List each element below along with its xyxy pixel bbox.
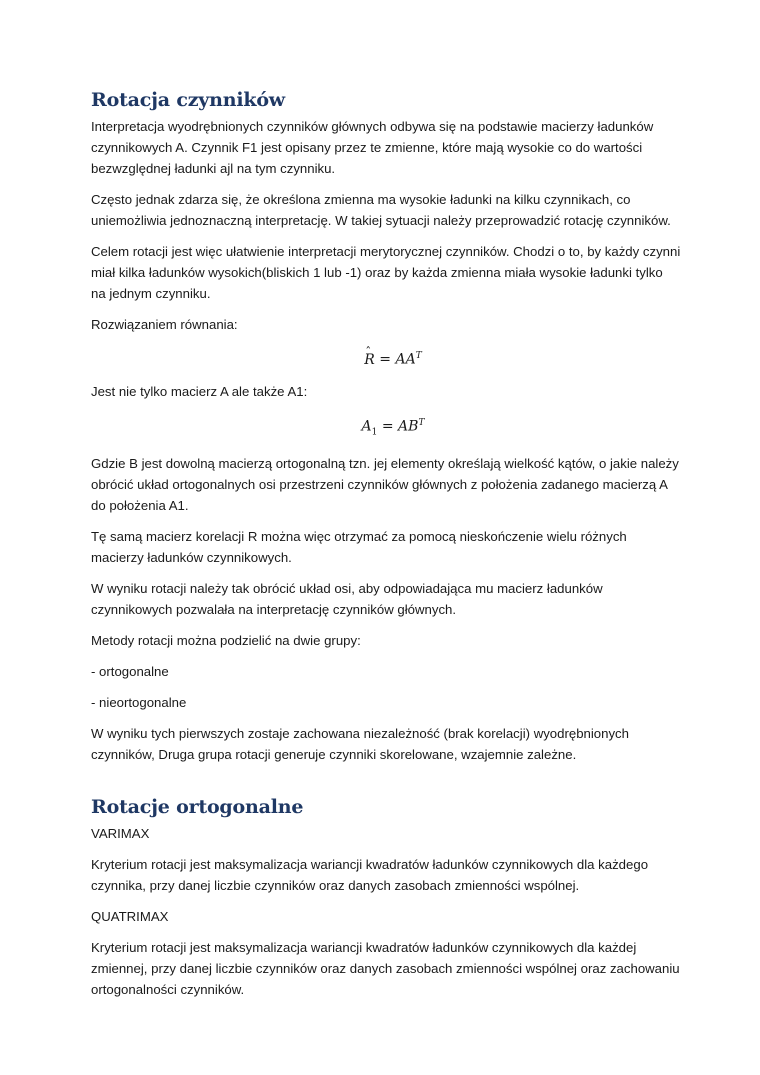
formula-lhs: ˆ R	[364, 349, 375, 371]
paragraph: Kryterium rotacji jest maksymalizacja wariancji kwadratów ładunków czynnikowych dla każdej zmiennej, przy danej liczbie czynników oraz danych zasobach zmienności wspólnej oraz zachowaniu ortogonalności czynników.	[91, 940, 680, 998]
formula-lhs: A	[361, 418, 372, 435]
heading-rotacje-ortogonalne: Rotacje ortogonalne	[91, 796, 304, 819]
paragraph: W wyniku tych pierwszych zostaje zachowana niezależność (brak korelacji) wyodrębnionych czynników, Druga grupa rotacji generuje czynniki skorelowane, wzajemnie zależne.	[91, 726, 629, 763]
paragraph: Interpretacja wyodrębnionych czynników głównych odbywa się na podstawie macierzy ładunków czynnikowych A. Czynnik F1 jest opisany przez te zmienne, które mają wysokie co do wartości bezwzględnej ładunki ajl na tym czynniku.	[91, 119, 654, 176]
subheading-quatrimax: QUATRIMAX	[91, 909, 169, 925]
formula-superscript: T	[415, 351, 422, 361]
formula-equals: =	[377, 418, 399, 435]
subheading-varimax: VARIMAX	[91, 826, 150, 842]
heading-rotacja-czynnikow: Rotacja czynników	[91, 89, 285, 111]
paragraph: Celem rotacji jest więc ułatwienie interpretacji merytorycznej czynników. Chodzi o to, by każdy czynni miał kilka ładunków wysokich(bliskich 1 lub -1) oraz by każda zmienna miała wysokie ładunki tylko na jednym czynniku.	[91, 244, 681, 301]
formula-rhs: AA	[395, 351, 416, 368]
formula-subscript: 1	[371, 427, 378, 438]
document-page	[91, 88, 681, 1010]
paragraph: Metody rotacji można podzielić na dwie grupy:	[91, 633, 361, 649]
paragraph: Tę samą macierz korelacji R można więc otrzymać za pomocą nieskończenie wielu różnych macierzy ładunków czynnikowych.	[91, 529, 627, 566]
paragraph: W wyniku rotacji należy tak obrócić układ osi, aby odpowiadająca mu macierz ładunków czynnikowych pozwalała na interpretację czynników głównych.	[91, 581, 603, 618]
paragraph: Gdzie B jest dowolną macierzą ortogonalną tzn. jej elementy określają wielkość kątów, o jakie należy obrócić układ ortogonalnych osi przestrzeni czynników głównych z położenia zadanego macierzą A do położenia A1.	[91, 456, 679, 514]
formula-r-equals-aat	[91, 345, 681, 371]
paragraph: Kryterium rotacji jest maksymalizacja wariancji kwadratów ładunków czynnikowych dla każdego czynnika, przy danej liczbie czynników oraz danych zasobach zmienności wspólnej.	[91, 857, 649, 894]
formula-rhs: AB	[398, 418, 419, 435]
list-item: - nieortogonalne	[91, 695, 187, 711]
list-item: - ortogonalne	[91, 664, 169, 680]
formula-a1-equals-abt	[91, 412, 681, 443]
paragraph: Rozwiązaniem równania:	[91, 317, 238, 332]
paragraph: Jest nie tylko macierz A ale także A1:	[91, 383, 308, 399]
formula-superscript: T	[418, 417, 425, 428]
paragraph: Często jednak zdarza się, że określona zmienna ma wysokie ładunki na kilku czynnikach, co uniemożliwia jednoznaczną interpretację. W takiej sytuacji należy przeprowadzić rotację czynników.	[91, 192, 671, 228]
formula-equals: =	[374, 351, 396, 368]
section-rotacje-ortogonalne	[91, 795, 681, 1000]
